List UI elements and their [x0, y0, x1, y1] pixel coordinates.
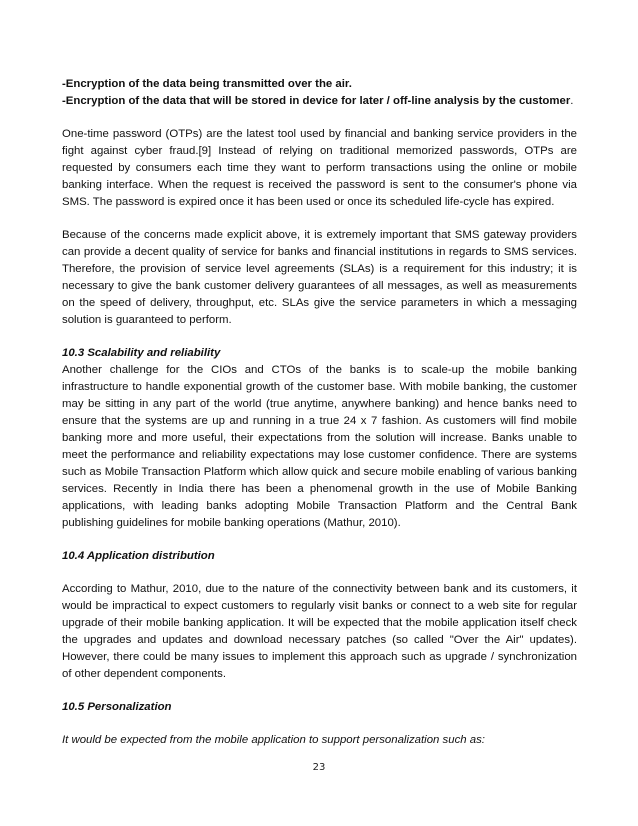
document-body [62, 76, 577, 749]
paragraph-otp: One-time password (OTPs) are the latest tool used by financial and banking service providers in the fight against cyber fraud.[9] Instead of relying on traditional memorized passwords, OTPs are requested by consumers each time they want to perform transactions using the online or mobile banking interface. When the request is received the password is sent to the consumer's phone via SMS. The password is expired once it has been used or once its scheduled life-cycle has expired. [62, 128, 577, 208]
heading-application-distribution: 10.4 Application distribution [62, 550, 215, 562]
heading-personalization: 10.5 Personalization [62, 701, 172, 713]
bullet-encryption-stored [62, 93, 577, 110]
bullet-period: . [570, 95, 574, 107]
paragraph-distribution: According to Mathur, 2010, due to the nature of the connectivity between bank and its customers, it would be impractical to expect customers to regularly visit banks or connect to a web site for regular upgrade of their mobile banking application. It will be expected that the mobile application itself check the upgrades and updates and download necessary patches (so called "Over the Air" updates). However, there could be many issues to implement this approach such as upgrade / synchronization of other dependent components. [62, 583, 577, 680]
paragraph-scalability: Another challenge for the CIOs and CTOs of the banks is to scale-up the mobile banking infrastructure to handle exponential growth of the customer base. With mobile banking, the customer may be sitting in any part of the world (true anytime, anywhere banking) and hence banks need to ensure that the systems are up and running in a true 24 x 7 fashion. As customers will find mobile banking more and more useful, their expectations from the solution will increase. Banks unable to meet the performance and reliability expectations may lose customer confidence. There are systems such as Mobile Transaction Platform which allow quick and secure mobile enabling of various banking services. Recently in India there has been a phenomenal growth in the use of Mobile Banking applications, with leading banks adopting Mobile Transaction Platform and the Central Bank publishing guidelines for mobile banking operations (Mathur, 2010). [62, 364, 577, 529]
paragraph-sms-gateway: Because of the concerns made explicit above, it is extremely important that SMS gateway providers can provide a decent quality of service for banks and financial institutions in regards to SMS services. Therefore, the provision of service level agreements (SLAs) is a requirement for this industry; it is necessary to give the bank customer delivery guarantees of all messages, as well as measurements on the speed of delivery, throughput, etc. SLAs give the service parameters in which a messaging solution is guaranteed to perform. [62, 229, 577, 326]
page-number: 23 [312, 762, 326, 773]
paragraph-personalization: It would be expected from the mobile application to support personalization such as: [62, 734, 485, 746]
bullet-encryption-stored-text: -Encryption of the data that will be stored in device for later / off-line analysis by the customer [62, 95, 571, 107]
bullet-encryption-air: -Encryption of the data being transmitted over the air. [62, 78, 352, 90]
heading-scalability: 10.3 Scalability and reliability [62, 347, 221, 359]
